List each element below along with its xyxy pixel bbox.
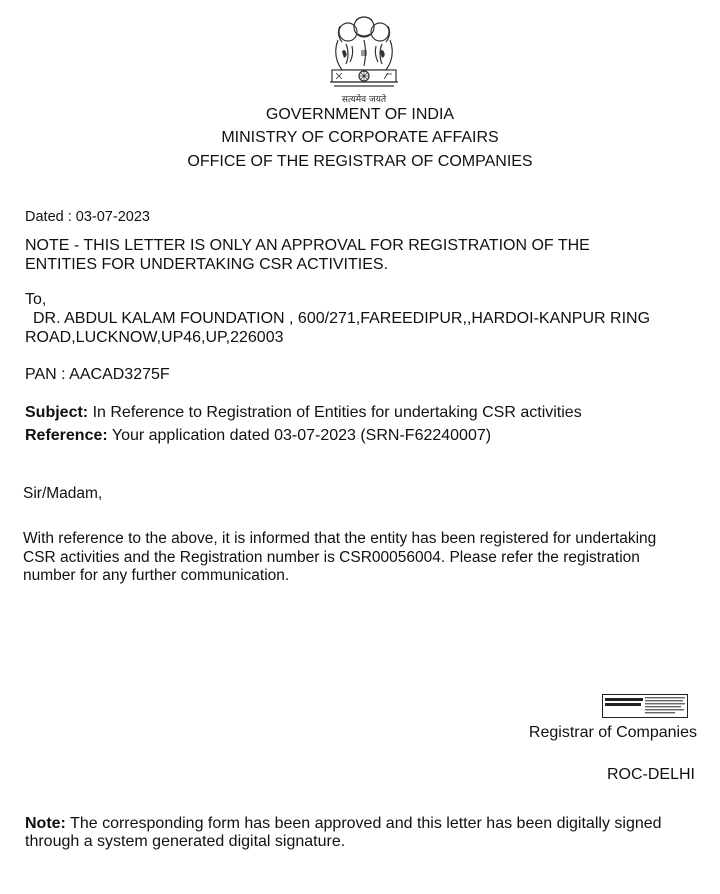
footer-note-line2: through a system generated digital signature. [25, 833, 346, 850]
header-ministry: MINISTRY OF CORPORATE AFFAIRS [221, 129, 499, 146]
letter-date: Dated : 03-07-2023 [25, 209, 150, 225]
footer-note-label: Note: [25, 815, 66, 832]
header-government: GOVERNMENT OF INDIA [265, 106, 455, 123]
reference-line [25, 427, 491, 445]
reference-label: Reference: [25, 427, 108, 444]
reference-text: Your application dated 03-07-2023 (SRN-F62240007) [107, 427, 492, 444]
emblem-motto: सत्यमेव जयते [341, 95, 387, 105]
signatory-title: Registrar of Companies [528, 724, 697, 741]
subject-line [25, 404, 582, 422]
header-office: OFFICE OF THE REGISTRAR OF COMPANIES [187, 153, 533, 170]
body-line2: CSR activities and the Registration number is CSR00056004. Please refer the registration [23, 549, 640, 566]
subject-label: Subject: [25, 404, 89, 421]
digital-signature-stamp [602, 694, 688, 718]
address-line1: DR. ABDUL KALAM FOUNDATION , 600/271,FAREEDIPUR,,HARDOI-KANPUR RING [33, 310, 651, 327]
footer-note-line1 [25, 815, 662, 833]
salutation: Sir/Madam, [23, 485, 103, 502]
address-line2: ROAD,LUCKNOW,UP46,UP,226003 [25, 329, 284, 346]
approval-note-line1: NOTE - THIS LETTER IS ONLY AN APPROVAL FOR REGISTRATION OF THE [25, 237, 590, 254]
pan-number: PAN : AACAD3275F [25, 366, 170, 383]
body-line3: number for any further communication. [23, 567, 290, 584]
body-line1: With reference to the above, it is informed that the entity has been registered for undertaking [23, 530, 657, 547]
signatory-office: ROC-DELHI [606, 766, 695, 783]
subject-text: In Reference to Registration of Entities for undertaking CSR activities [88, 404, 582, 421]
footer-note-text1: The corresponding form has been approved and this letter has been digitally signed [65, 815, 662, 832]
approval-note-line2: ENTITIES FOR UNDERTAKING CSR ACTIVITIES. [25, 256, 389, 273]
address-to: To, [25, 291, 47, 308]
